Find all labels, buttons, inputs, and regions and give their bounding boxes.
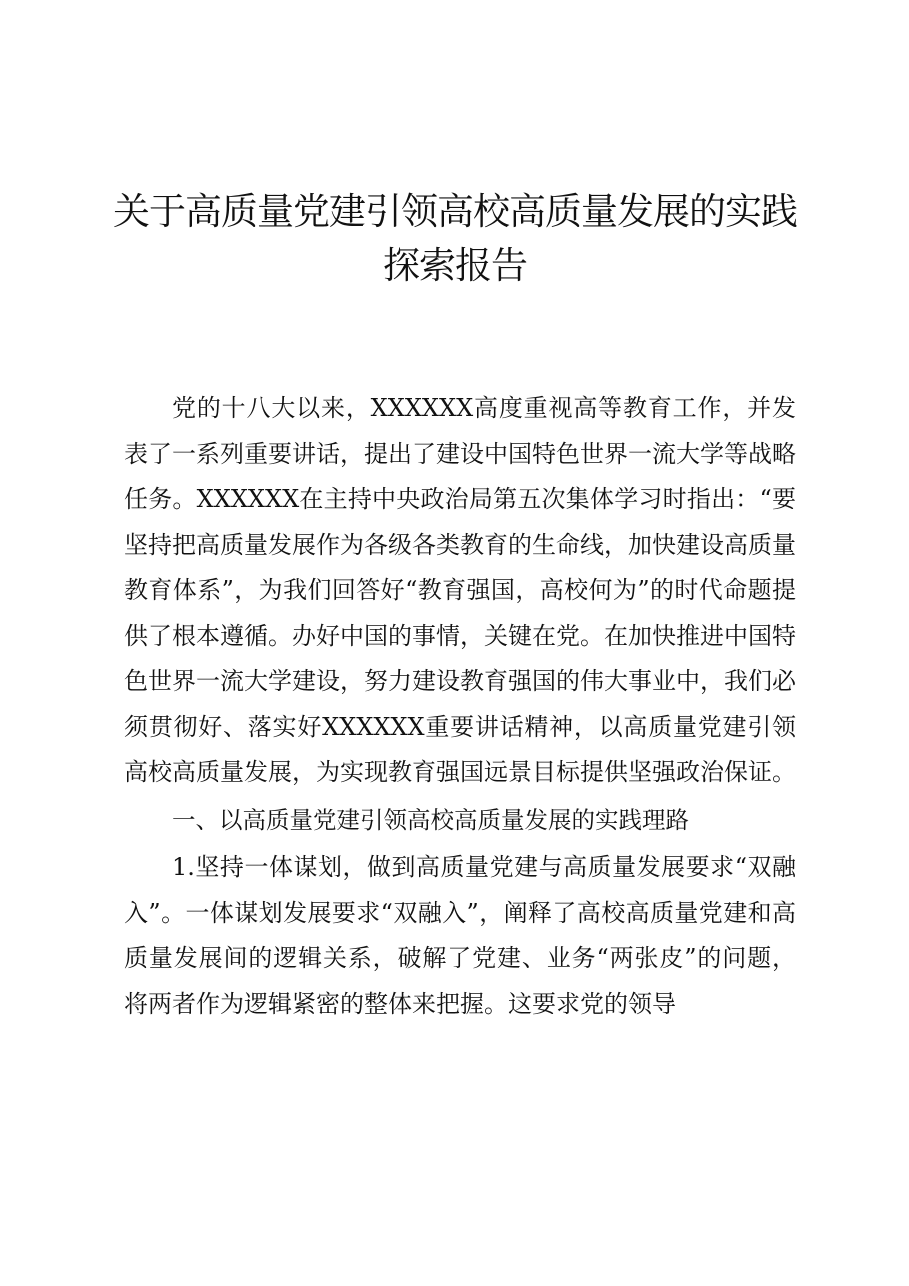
section-heading: 一、以高质量党建引领高校高质量发展的实践理路 — [172, 805, 689, 834]
document-body — [124, 386, 796, 1027]
body-paragraph: 党的十八大以来，XXXXXX高度重视高等教育工作，并发表了一系列重要讲话，提出了建设中国特色世界一流大学等战略任务。XXXXXX在主持中央政治局第五次集体学习时指出：“要坚持把高质量发展作为各级各类教育的生命线，加快建设高质量教育体系”，为我们回答好“教育强国，高校何为”的时代命题提供了根本遵循。办好中国的事情，关键在党。在加快推进中国特色世界一流大学建设，努力建设教育强国的伟大事业中，我们必须贯彻好、落实好XXXXXX重要讲话精神，以高质量党建引领高校高质量发展，为实现教育强国远景目标提供坚强政治保证。 — [124, 394, 796, 786]
body-paragraph: 1.坚持一体谋划，做到高质量党建与高质量发展要求“双融入”。一体谋划发展要求“双融入”，阐释了高校高质量党建和高质量发展间的逻辑关系，破解了党建、业务“两张皮”的问题，将两者作为逻辑紧密的整体来把握。这要求党的领导 — [124, 853, 796, 1018]
document-title: 关于高质量党建引领高校高质量发展的实践探索报告 — [113, 190, 797, 287]
